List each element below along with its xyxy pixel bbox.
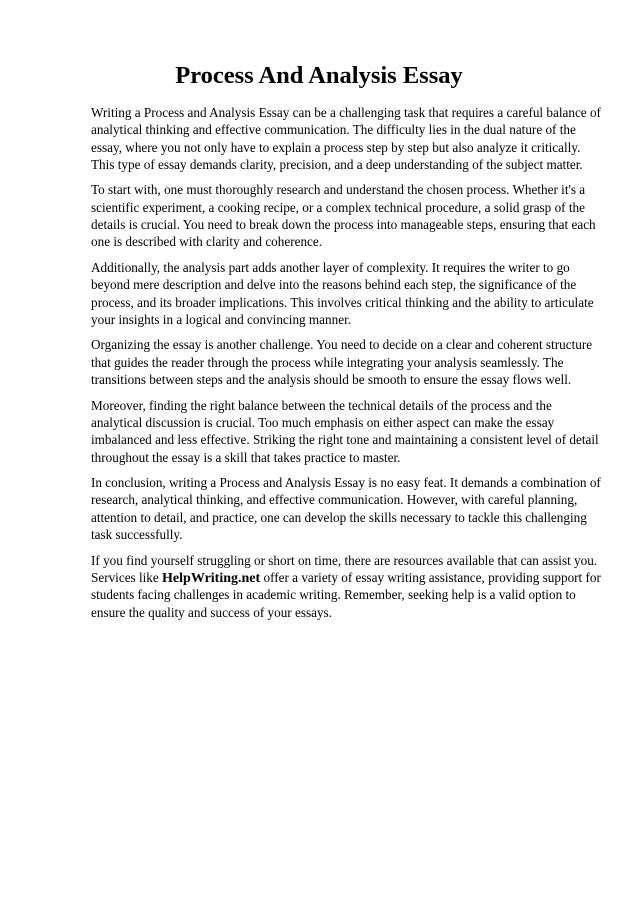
text-line: If you find yourself struggling or short on time, there are resources available that can assist you. [91,552,598,568]
text-line: Organizing the essay is another challenge. You need to decide on a clear and coherent structure [91,337,593,353]
text-line: imbalanced and less effective. Striking the right tone and maintaining a consistent level of detail [91,432,599,448]
document-body [91,104,599,629]
text-line: transitions between steps and the analysis should be smooth to ensure the essay flows well. [91,372,572,388]
text-line: one is described with clarity and coherence. [91,234,323,250]
text-line: task successfully. [91,527,183,543]
text-line: Additionally, the analysis part adds another layer of complexity. It requires the writer to go [91,259,570,275]
text-line: essay, where you not only have to explain a process step by step but also analyze it critically. [91,139,581,155]
text-segment: Services like [91,569,163,585]
document-title: Process And Analysis Essay [175,62,463,89]
text-line: To start with, one must thoroughly research and understand the chosen process. Whether it's a [91,182,586,198]
text-line: attention to detail, and practice, one can develop the skills necessary to tackle this challenging [91,509,587,525]
paragraph-organizing [91,336,599,388]
paragraph-balance [91,397,599,466]
paragraph-research [91,181,599,250]
paragraph-analysis [91,259,599,328]
text-line: In conclusion, writing a Process and Analysis Essay is no easy feat. It demands a combination of [91,475,601,491]
text-line: Moreover, finding the right balance between the technical details of the process and the [91,397,552,413]
text-line: This type of essay demands clarity, precision, and a deep understanding of the subject matter. [91,156,583,172]
text-line-with-link [91,569,599,586]
text-line: students facing challenges in academic writing. Remember, seeking help is a valid option to [91,587,576,603]
text-line: beyond mere description and delve into the reasons behind each step, the significance of the [91,277,577,293]
paragraph-intro [91,104,599,173]
text-line: your insights in a logical and convincing manner. [91,311,352,327]
paragraph-closing [91,552,599,621]
paragraph-conclusion [91,474,599,543]
text-line: scientific experiment, a cooking recipe, or a complex technical procedure, a solid grasp of the [91,199,585,215]
text-line: ensure the quality and success of your essays. [91,604,332,620]
text-segment: offer a variety of essay writing assistance, providing support for [260,569,601,585]
text-line: process, and its broader implications. This involves critical thinking and the ability to articulate [91,294,594,310]
text-line: that guides the reader through the process while integrating your analysis seamlessly. The [91,354,564,370]
text-line: throughout the essay is a skill that takes practice to master. [91,449,401,465]
helpwriting-link[interactable]: HelpWriting.net [162,570,261,586]
text-line: details is crucial. You need to break down the process into manageable steps, ensuring that each [91,217,596,233]
text-line: Writing a Process and Analysis Essay can be a challenging task that requires a careful balance of [91,105,601,120]
text-line: analytical thinking and effective communication. The difficulty lies in the dual nature of the [91,122,576,138]
text-line: research, analytical thinking, and effective communication. However, with careful planning, [91,492,578,508]
text-line: analytical discussion is crucial. Too much emphasis on either aspect can make the essay [91,414,555,430]
